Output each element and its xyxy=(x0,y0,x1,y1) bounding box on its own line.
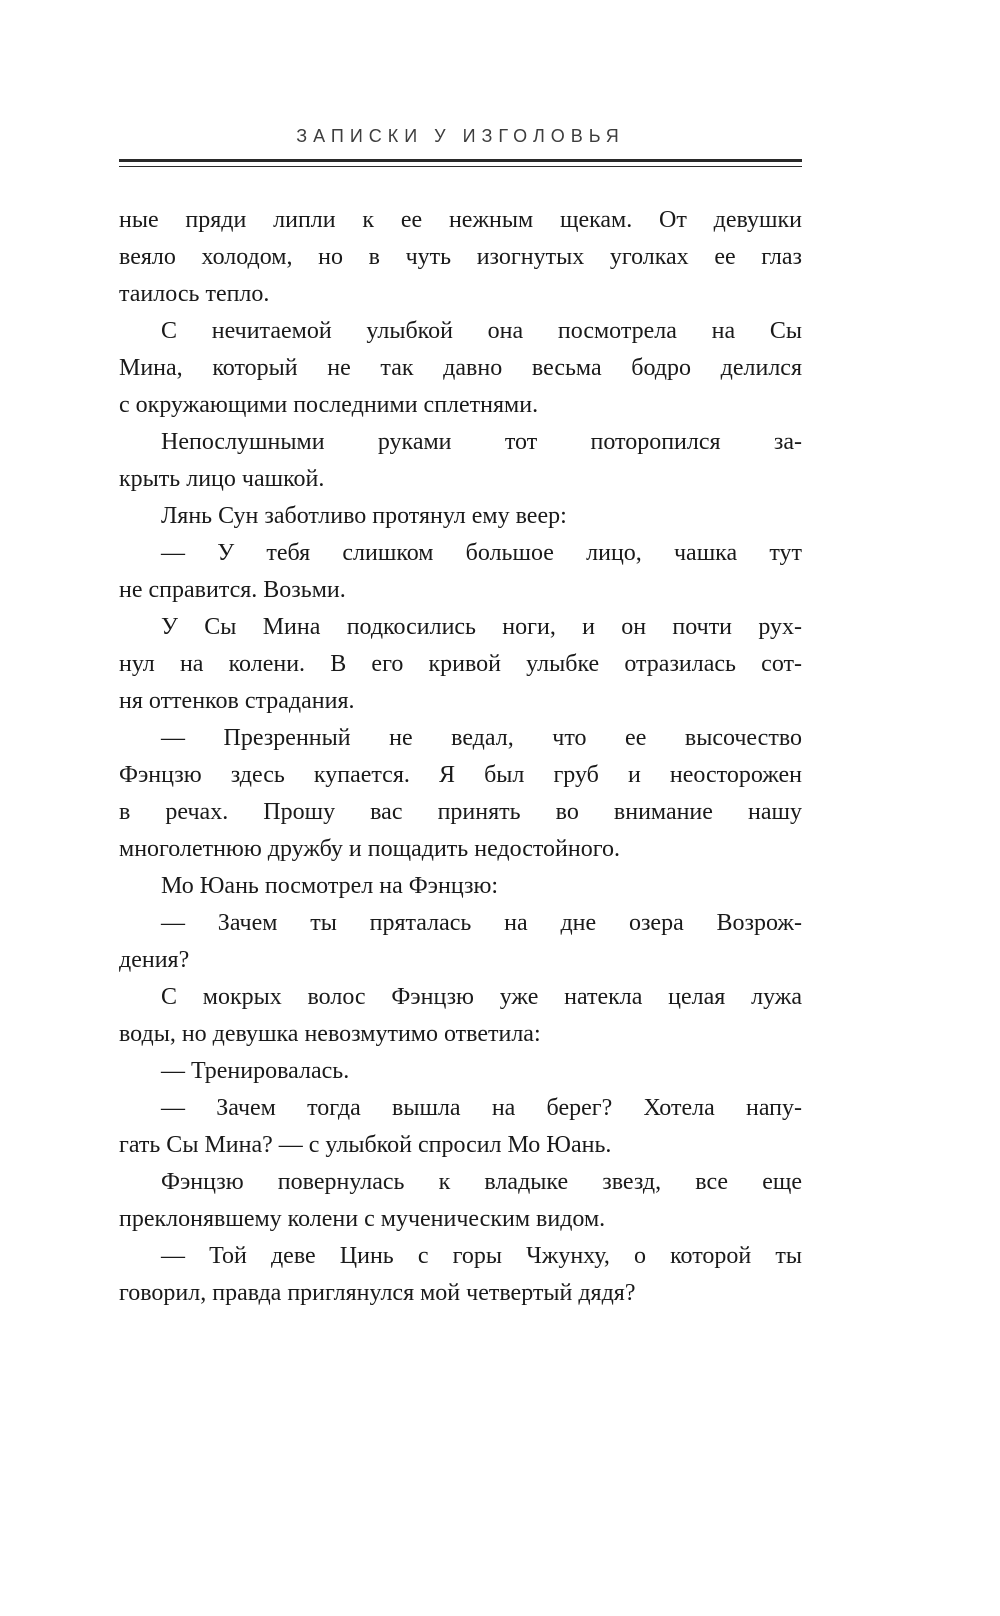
running-header: ЗАПИСКИ У ИЗГОЛОВЬЯ xyxy=(296,126,625,146)
text-line: Мо Юань посмотрел на Фэнцзю: xyxy=(161,873,499,899)
paragraph xyxy=(119,1053,802,1090)
page-content xyxy=(119,126,802,1312)
text-line: говорил, правда приглянулся мой четвертый дядя? xyxy=(119,1280,636,1306)
text-line: — У тебя слишком большое лицо, чашка тут xyxy=(161,540,802,566)
text-line: С нечитаемой улыбкой она посмотрела на Сы xyxy=(161,318,802,344)
paragraph xyxy=(119,424,802,498)
paragraph xyxy=(119,720,802,868)
paragraph xyxy=(119,313,802,424)
paragraph xyxy=(119,905,802,979)
text-line: воды, но девушка невозмутимо ответила: xyxy=(119,1021,541,1047)
paragraph xyxy=(119,609,802,720)
text-line: крыть лицо чашкой. xyxy=(119,466,325,492)
paragraph xyxy=(119,868,802,905)
text-line: в речах. Прошу вас принять во внимание нашу xyxy=(119,799,802,825)
text-line: Мина, который не так давно весьма бодро делился xyxy=(119,355,802,381)
text-line: — Презренный не ведал, что ее высочество xyxy=(161,725,802,751)
page-body xyxy=(119,202,802,1312)
text-line: — Зачем тогда вышла на берег? Хотела напу- xyxy=(161,1095,802,1121)
text-line: дения? xyxy=(119,947,190,973)
header-rule xyxy=(119,159,802,167)
text-line: преклонявшему колени с мученическим видом. xyxy=(119,1206,606,1232)
paragraph xyxy=(119,1090,802,1164)
text-line: — Зачем ты пряталась на дне озера Возрож- xyxy=(161,910,802,936)
text-line: веяло холодом, но в чуть изогнутых уголках ее глаз xyxy=(119,244,802,270)
text-line: — Той деве Цинь с горы Чжунху, о которой ты xyxy=(161,1243,802,1269)
paragraph xyxy=(119,979,802,1053)
text-line: Фэнцзю повернулась к владыке звезд, все еще xyxy=(161,1169,802,1195)
text-line: гать Сы Мина? — с улыбкой спросил Мо Юань. xyxy=(119,1132,612,1158)
text-line: Фэнцзю здесь купается. Я был груб и неосторожен xyxy=(119,762,802,788)
text-line: таилось тепло. xyxy=(119,281,270,307)
text-line: ные пряди липли к ее нежным щекам. От девушки xyxy=(119,207,802,233)
text-line: — Тренировалась. xyxy=(161,1058,350,1084)
text-line: с окружающими последними сплетнями. xyxy=(119,392,539,418)
text-line: многолетнюю дружбу и пощадить недостойного. xyxy=(119,836,620,862)
text-line: нул на колени. В его кривой улыбке отразилась сот- xyxy=(119,651,802,677)
text-line: С мокрых волос Фэнцзю уже натекла целая лужа xyxy=(161,984,802,1010)
paragraph xyxy=(119,498,802,535)
text-line: ня оттенков страдания. xyxy=(119,688,355,714)
paragraph xyxy=(119,202,802,313)
paragraph xyxy=(119,1238,802,1312)
text-line: Непослушными руками тот поторопился за- xyxy=(161,429,802,455)
text-line: не справится. Возьми. xyxy=(119,577,346,603)
text-line: Лянь Сун заботливо протянул ему веер: xyxy=(161,503,567,529)
paragraph xyxy=(119,1164,802,1238)
text-line: У Сы Мина подкосились ноги, и он почти рух- xyxy=(161,614,802,640)
paragraph xyxy=(119,535,802,609)
